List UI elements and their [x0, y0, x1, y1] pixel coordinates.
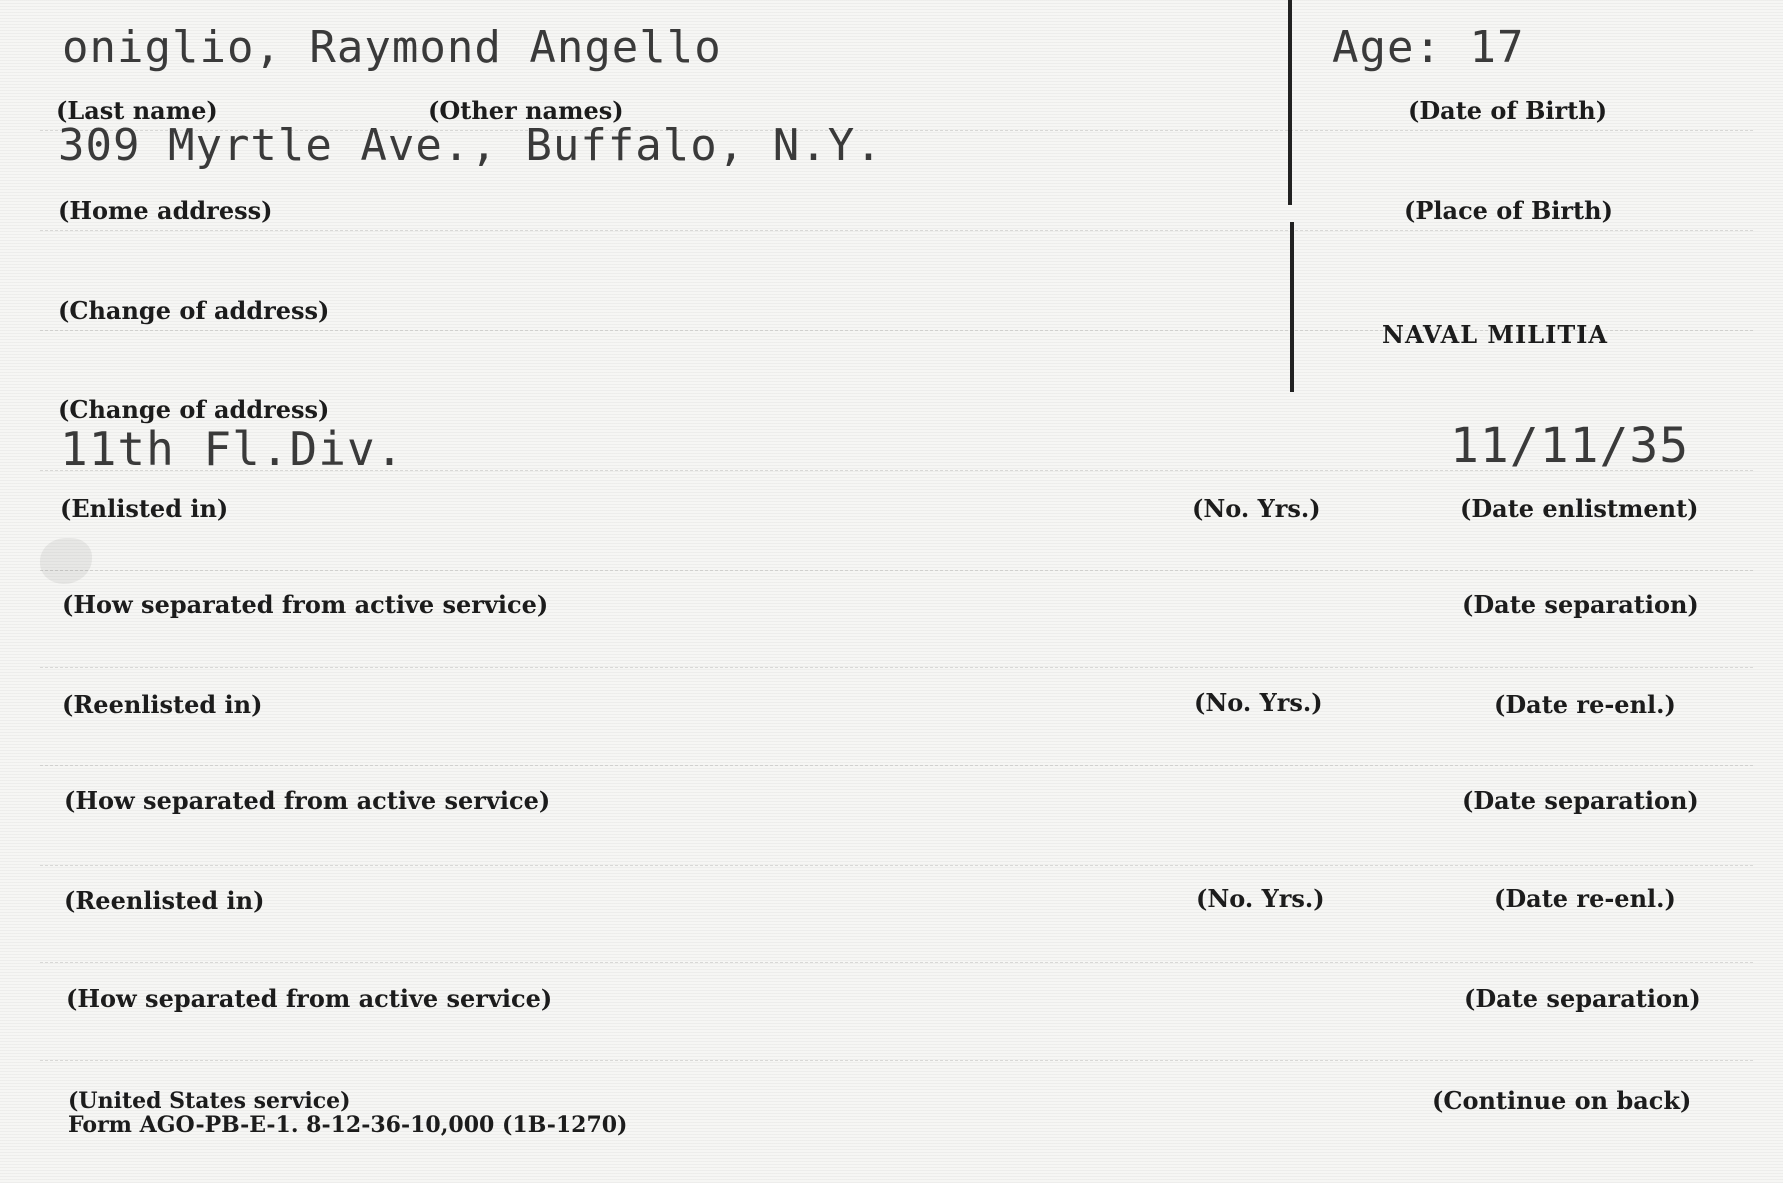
label-date-of-birth: (Date of Birth) [1408, 96, 1608, 125]
vertical-divider-bottom [1290, 222, 1294, 392]
label-date-reenl-1: (Date re-enl.) [1494, 690, 1676, 719]
label-place-of-birth: (Place of Birth) [1404, 196, 1613, 225]
typed-home-address: 309 Myrtle Ave., Buffalo, N.Y. [58, 120, 883, 171]
label-date-separation-2: (Date separation) [1462, 786, 1699, 815]
label-no-yrs-3: (No. Yrs.) [1196, 884, 1325, 913]
ruled-line [40, 230, 1753, 231]
label-home-address: (Home address) [58, 196, 273, 225]
vertical-divider-top [1288, 0, 1292, 205]
ruled-line [40, 570, 1753, 571]
label-other-names: (Other names) [428, 96, 624, 125]
ruled-line [40, 667, 1753, 668]
typed-enlisted-in: 11th Fl.Div. [60, 422, 405, 476]
label-date-separation-1: (Date separation) [1462, 590, 1699, 619]
label-date-enlistment: (Date enlistment) [1460, 494, 1699, 523]
typed-age: Age: 17 [1332, 22, 1525, 73]
label-how-separated-2: (How separated from active service) [64, 786, 551, 815]
ruled-line [40, 962, 1753, 963]
label-date-reenl-2: (Date re-enl.) [1494, 884, 1676, 913]
ink-blot [40, 538, 92, 584]
typed-date-enlistment: 11/11/35 [1450, 418, 1690, 474]
label-date-separation-3: (Date separation) [1464, 984, 1701, 1013]
label-united-states-service: (United States service) [68, 1088, 351, 1114]
label-enlisted-in: (Enlisted in) [60, 494, 229, 523]
ruled-line [40, 865, 1753, 866]
typed-name: oniglio, Raymond Angello [62, 22, 722, 73]
form-number: Form AGO-PB-E-1. 8-12-36-10,000 (1B-1270) [68, 1112, 628, 1138]
label-how-separated-1: (How separated from active service) [62, 590, 549, 619]
label-reenlisted-in-1: (Reenlisted in) [62, 690, 263, 719]
ruled-line [40, 1060, 1753, 1061]
label-last-name: (Last name) [56, 96, 218, 125]
label-no-yrs-2: (No. Yrs.) [1194, 688, 1323, 717]
label-continue-on-back: (Continue on back) [1432, 1086, 1692, 1115]
label-no-yrs-1: (No. Yrs.) [1192, 494, 1321, 523]
label-reenlisted-in-2: (Reenlisted in) [64, 886, 265, 915]
label-change-of-address-2: (Change of address) [58, 395, 330, 424]
label-change-of-address-1: (Change of address) [58, 296, 330, 325]
label-naval-militia: NAVAL MILITIA [1382, 320, 1609, 349]
label-how-separated-3: (How separated from active service) [66, 984, 553, 1013]
ruled-line [40, 765, 1753, 766]
